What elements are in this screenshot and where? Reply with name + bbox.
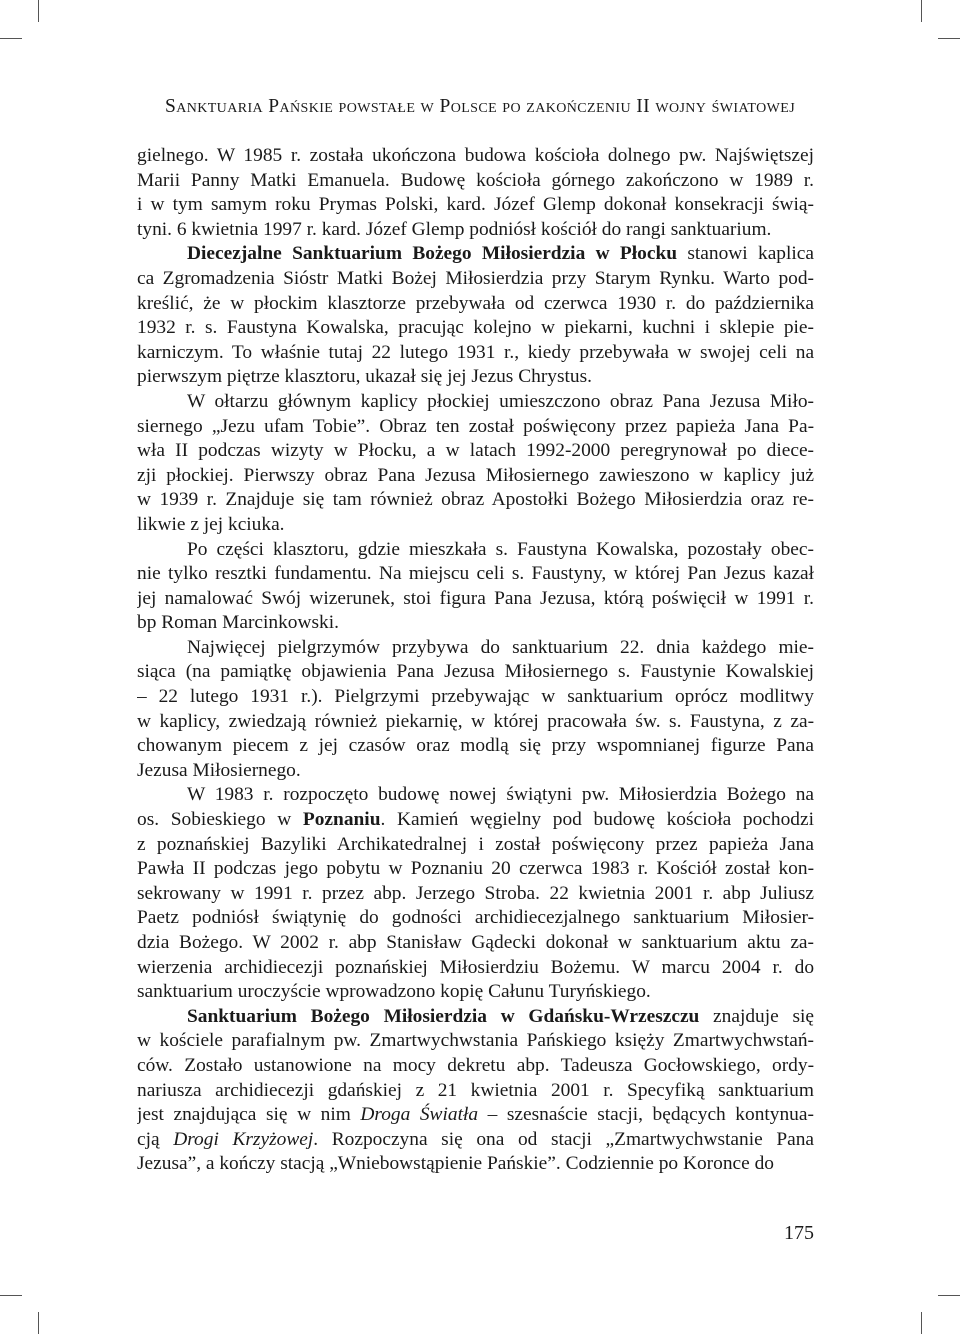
- crop-mark: [38, 1312, 39, 1334]
- crop-mark: [921, 1312, 922, 1334]
- text-line: [137, 857, 814, 882]
- text-run: 1932 r. s. Faustyna Kowalska, pracując kolejno w piekarni, kuchni i sklepie pie-: [137, 317, 814, 339]
- text-line: [137, 685, 814, 710]
- text-run: dzia Bożego. W 2002 r. abp Stanisław Gądecki dokonał w sanktuarium aktu za-: [137, 932, 814, 953]
- text-run: W 1983 r. rozpoczęto budowę nowej świątyni pw. Miłosierdzia Bożego na: [187, 784, 814, 806]
- text-line: [137, 636, 814, 661]
- text-run: siąca (na pamiątkę objawienia Pana Jezusa Miłosiernego s. Faustynie Kowalskiej: [137, 661, 814, 683]
- text-run: wierzenia archidiecezji poznańskiej Miłosierdziu Bożemu. W marcu 2004 r. do: [137, 956, 814, 978]
- text-line: [137, 587, 814, 612]
- text-run: ców. Zostało ustanowione na mocy dekretu abp. Tadeusza Gocłowskiego, ordy-: [137, 1054, 814, 1076]
- text-run: pierwszym piętrze klasztoru, ukazał się jej Jezus Chrystus.: [137, 366, 593, 388]
- text-run: chowanym piecem z jej czasów oraz modlą się przy wspomnianej figurze Pana: [137, 735, 814, 757]
- text-line: [137, 956, 814, 981]
- text-line: [137, 464, 814, 489]
- text-line: [137, 931, 814, 956]
- text-line: [137, 513, 814, 538]
- text-line: [137, 144, 814, 169]
- text-run: jest znajdująca się w nim: [137, 1104, 361, 1126]
- text-line: [137, 980, 814, 1005]
- text-run: – szesnaście stacji, będących kontynua-: [478, 1104, 814, 1126]
- text-line: [137, 365, 814, 390]
- text-run: sekrowany w 1991 r. przez abp. Jerzego Stroba. 22 kwietnia 2001 r. abp Juliusz: [137, 882, 814, 904]
- bold-text: Diecezjalne Sanktuarium Bożego Miłosierdzia w Płocku: [187, 243, 678, 265]
- text-run: i w tym samym roku Prymas Polski, kard. Józef Glemp dokonał konsekracji świą-: [137, 194, 814, 216]
- text-line: [137, 316, 814, 341]
- bold-text: Sanktuarium Bożego Miłosierdzia w Gdańsku-Wrzeszczu: [187, 1005, 700, 1027]
- text-line: [137, 439, 814, 464]
- text-run: Najwięcej pielgrzymów przybywa do sanktuarium 22. dnia każdego mie-: [187, 636, 814, 658]
- text-run: ca Zgromadzenia Sióstr Matki Bożej Miłosierdzia przy Starym Rynku. Warto pod-: [137, 267, 814, 289]
- text-line: [137, 783, 814, 808]
- text-line: [137, 341, 814, 366]
- text-line: [137, 267, 814, 292]
- text-run: nie tylko resztki fundamentu. Na miejscu celi s. Faustyny, w której Pan Jezus kazał: [137, 563, 814, 585]
- text-line: [137, 710, 814, 735]
- text-line: [137, 611, 814, 636]
- text-line: [137, 488, 814, 513]
- text-line: [137, 1128, 814, 1153]
- text-run: . Kamień węgielny pod budowę kościoła pochodzi: [380, 809, 814, 831]
- text-run: z poznańskiej Bazyliki Archikatedralnej i został poświęcony przez papieża Jana: [137, 833, 814, 855]
- text-line: [137, 882, 814, 907]
- text-run: Pawła II podczas jego pobytu w Poznaniu 20 czerwca 1983 r. Kościół został kon-: [137, 858, 814, 880]
- text-run: jej namalować Swój wizerunek, stoi figura Pana Jezusa, którą poświęcił w 1991 r.: [137, 587, 814, 609]
- text-run: sanktuarium uroczyście wprowadzono kopię Całunu Turyńskiego.: [137, 981, 651, 1003]
- text-run: nariusza archidiecezji gdańskiej z 21 kwietnia 2001 r. Specyfiką sanktuarium: [137, 1079, 814, 1101]
- text-run: stanowi kaplica: [677, 243, 814, 265]
- text-run: w 1939 r. Znajduje się tam również obraz Apostołki Bożego Miłosierdzia oraz re-: [137, 489, 814, 511]
- text-run: cją: [137, 1128, 174, 1150]
- crop-mark: [38, 0, 39, 22]
- text-run: siernego „Jezu ufam Tobie”. Obraz ten został poświęcony przez papieża Jana Pa-: [137, 415, 814, 437]
- text-line: [137, 169, 814, 194]
- text-run: Marii Panny Matki Emanuela. Budowę kościoła górnego zakończono w 1989 r.: [137, 169, 814, 191]
- text-line: [137, 1054, 814, 1079]
- text-run: Jezusa Miłosiernego.: [137, 759, 301, 781]
- text-line: [137, 1029, 814, 1054]
- crop-mark: [0, 38, 22, 39]
- text-line: [137, 1005, 814, 1030]
- text-run: Paetz podniósł świątynię do godności archidiecezjalnego sanktuarium Miłosier-: [137, 907, 814, 929]
- bold-text: Poznaniu: [302, 809, 381, 831]
- text-line: [137, 906, 814, 931]
- text-line: [137, 833, 814, 858]
- text-line: [137, 218, 814, 243]
- text-run: likwie z jej kciuka.: [137, 513, 285, 535]
- crop-mark: [921, 0, 922, 22]
- italic-text: Drogi Krzyżowej: [173, 1128, 314, 1150]
- text-run: w kościele parafialnym pw. Zmartwychwstania Pańskiego księży Zmartwychwstań-: [137, 1030, 814, 1052]
- text-line: [137, 734, 814, 759]
- text-line: [137, 562, 814, 587]
- text-run: . Rozpoczyna się ona od stacji „Zmartwychwstanie Pana: [313, 1128, 814, 1150]
- text-line: [137, 193, 814, 218]
- text-run: znajduje się: [699, 1005, 814, 1027]
- page-body-text: [137, 144, 814, 1177]
- text-line: [137, 415, 814, 440]
- text-run: – 22 lutego 1931 r.). Pielgrzymi przebywając w sanktuarium oprócz modlitwy: [137, 686, 814, 708]
- text-run: os. Sobieskiego w: [137, 809, 303, 831]
- text-run: zji płockiej. Pierwszy obraz Pana Jezusa Miłosiernego zawieszono w kaplicy już: [137, 464, 814, 486]
- text-line: [137, 292, 814, 317]
- text-run: bp Roman Marcinkowski.: [137, 612, 339, 634]
- italic-text: Droga Światła: [360, 1104, 479, 1126]
- text-line: [137, 1103, 814, 1128]
- text-run: karniczym. To właśnie tutaj 22 lutego 1931 r., kiedy przebywała w swojej celi na: [137, 341, 814, 363]
- text-run: Jezusa”, a kończy stacją „Wniebowstąpienie Pańskie”. Codziennie po Koronce do: [137, 1153, 774, 1175]
- text-line: [137, 1079, 814, 1104]
- running-header: Sanktuaria Pańskie powstałe w Polsce po zakończeniu II wojny światowej: [164, 96, 796, 117]
- text-run: gielnego. W 1985 r. została ukończona budowa kościoła dolnego pw. Najświętszej: [137, 145, 814, 166]
- text-run: Po części klasztoru, gdzie mieszkała s. Faustyna Kowalska, pozostały obec-: [187, 538, 814, 560]
- text-run: tyni. 6 kwietnia 1997 r. kard. Józef Glemp podniósł kościół do rangi sanktuarium.: [137, 218, 772, 240]
- text-line: [137, 242, 814, 267]
- text-line: [137, 660, 814, 685]
- text-line: [137, 808, 814, 833]
- crop-mark: [0, 1295, 22, 1296]
- text-run: kreślić, że w płockim klasztorze przebywała od czerwca 1930 r. do października: [137, 292, 814, 314]
- text-line: [137, 1152, 814, 1177]
- text-run: wła II podczas wizyty w Płocku, a w latach 1992-2000 peregrynował po diece-: [137, 440, 814, 462]
- text-run: w kaplicy, zwiedzają również piekarnię, w której pracowała św. s. Faustyna, z za-: [137, 710, 814, 732]
- text-line: [137, 538, 814, 563]
- text-line: [137, 759, 814, 784]
- crop-mark: [938, 38, 960, 39]
- page-number: 175: [784, 1222, 814, 1244]
- text-run: W ołtarzu głównym kaplicy płockiej umieszczono obraz Pana Jezusa Miło-: [187, 390, 814, 412]
- crop-mark: [938, 1295, 960, 1296]
- text-line: [137, 390, 814, 415]
